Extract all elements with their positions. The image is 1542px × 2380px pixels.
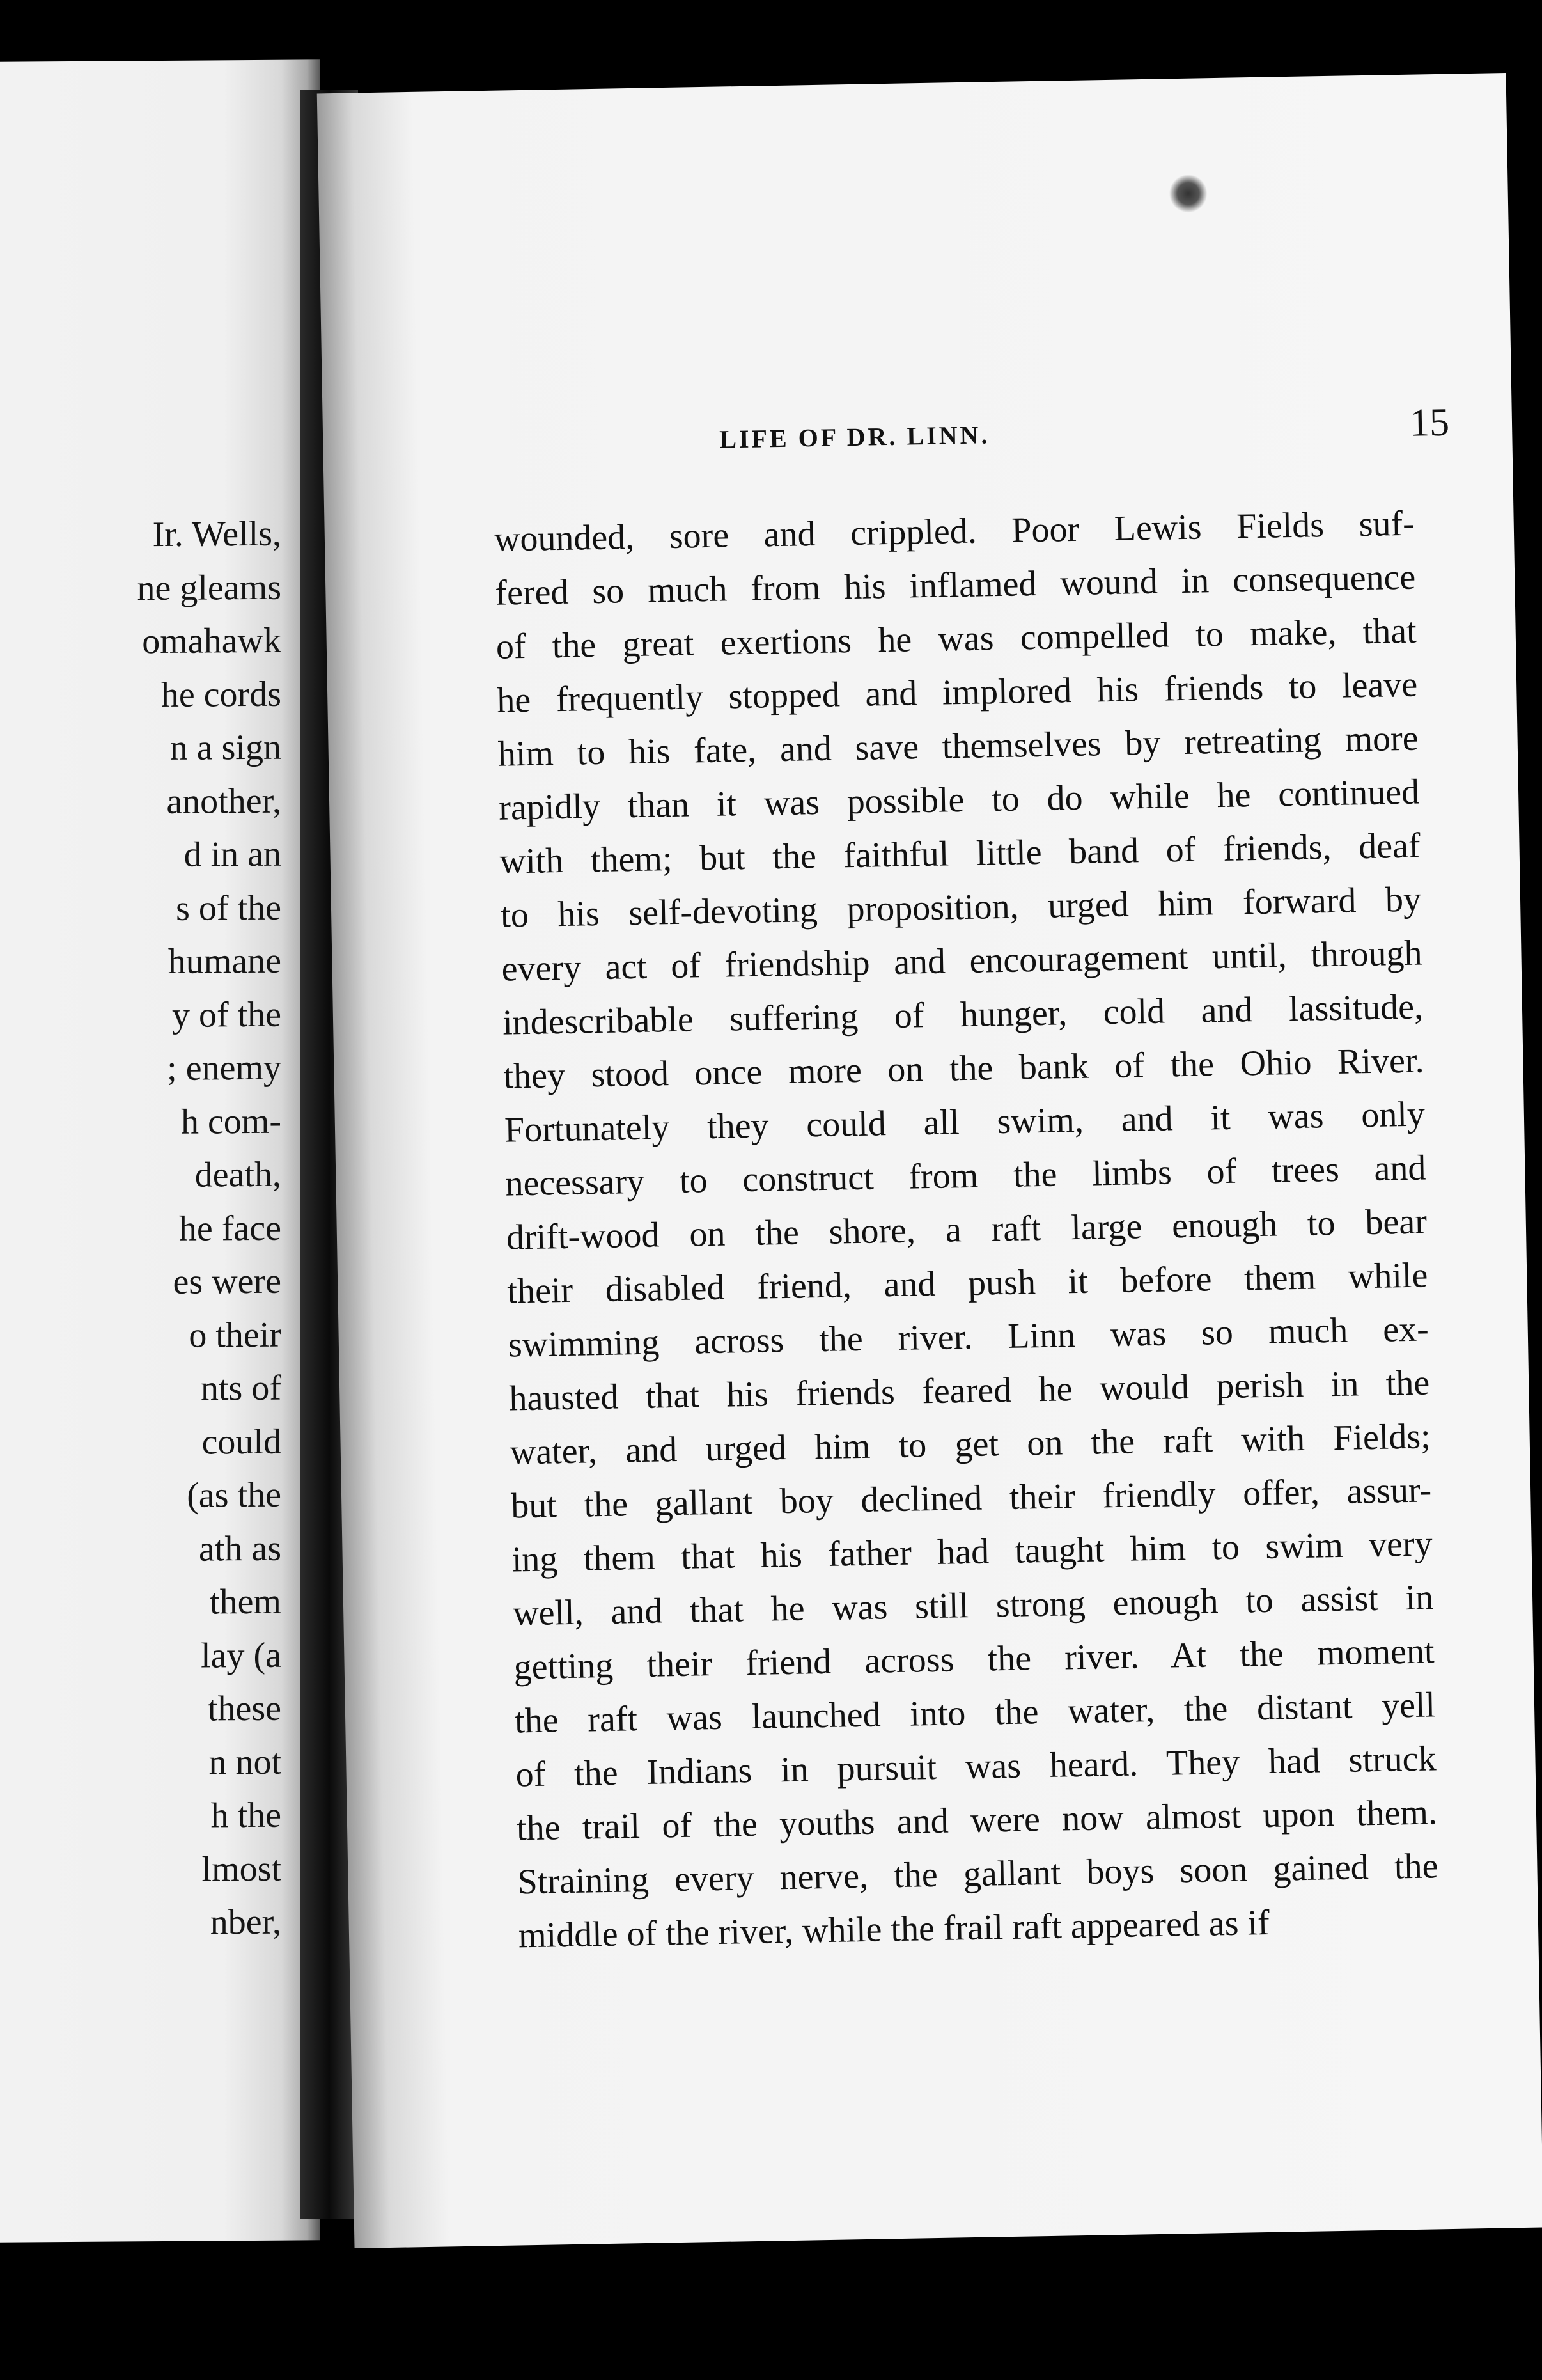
left-text-line: could (201, 1421, 281, 1462)
body-text-line: the raft was launched into the water, the distant yell (514, 1685, 1436, 1741)
left-text-line: y of the (171, 994, 281, 1035)
body-text-line: to his self-devoting proposition, urged him forward by (500, 879, 1422, 936)
left-text-line: es were (173, 1261, 281, 1302)
body-text-line: with them; but the faithful little band of friends, deaf (499, 826, 1421, 882)
left-text-line: lmost (201, 1849, 281, 1890)
body-text-line: of the Indians in pursuit was heard. They had struck (515, 1739, 1437, 1795)
running-head-title: LIFE OF DR. LINN. (719, 420, 990, 454)
right-page (317, 73, 1542, 2248)
left-text-line: them (210, 1581, 281, 1622)
left-text-line: omahawk (142, 620, 281, 662)
left-text-line: n not (208, 1742, 281, 1782)
left-text-line: d in an (183, 834, 281, 875)
body-text-line: Fortunately they could all swim, and it was only (504, 1094, 1426, 1150)
left-text-line: s of the (176, 888, 281, 928)
left-text-line: h the (210, 1795, 281, 1836)
left-page (0, 59, 320, 2242)
left-text-line: ; enemy (167, 1047, 281, 1088)
body-text-line: necessary to construct from the limbs of trees and (504, 1148, 1426, 1204)
left-text-line: humane (167, 941, 281, 982)
body-text (494, 497, 1439, 1963)
body-text-line: middle of the river, while the frail raft appeared as if (518, 1902, 1270, 1956)
left-text-line: nts of (201, 1368, 281, 1409)
left-text-line: nber, (210, 1902, 281, 1943)
left-text-line: he cords (160, 674, 281, 715)
left-text-line: he face (178, 1208, 281, 1249)
body-text-line: drift-wood on the shore, a raft large enough to bear (506, 1202, 1428, 1258)
body-text-line: but the gallant boy declined their friendly offer, assur- (510, 1470, 1432, 1526)
body-text-line: they stood once more on the bank of the Ohio River. (503, 1040, 1424, 1097)
body-text-line: rapidly than it was possible to do while he continued (498, 772, 1420, 828)
left-text-line: ne gleams (137, 567, 281, 608)
left-text-line: h com- (180, 1101, 281, 1142)
body-text-line: fered so much from his inflamed wound in consequence (494, 557, 1416, 613)
body-text-line: wounded, sore and crippled. Poor Lewis Fields suf- (494, 503, 1415, 560)
body-text-line: their disabled friend, and push it before them while (506, 1255, 1428, 1311)
body-text-line: ing them that his father had taught him to swim very (511, 1524, 1433, 1580)
body-text-line: indescribable suffering of hunger, cold and lassitude, (502, 987, 1424, 1043)
left-text-line: death, (194, 1154, 281, 1195)
left-text-line: Ir. Wells, (152, 513, 281, 555)
body-text-line: every act of friendship and encouragement until, through (501, 933, 1422, 989)
body-text-line: he frequently stopped and implored his friends to leave (496, 664, 1418, 721)
body-text-line: hausted that his friends feared he would perish in the (508, 1363, 1430, 1419)
body-text-line: of the great exertions he was compelled to make, that (495, 611, 1417, 667)
left-text-line: these (207, 1688, 281, 1729)
left-text-line: (as the (187, 1475, 281, 1515)
body-text-line: the trail of the youths and were now almost upon them. (516, 1792, 1438, 1849)
page-number: 15 (1409, 400, 1450, 445)
body-text-line: getting their friend across the river. At the moment (513, 1631, 1435, 1687)
body-text-line: Straining every nerve, the gallant boys soon gained the (517, 1846, 1438, 1902)
left-text-line: n a sign (169, 727, 281, 768)
left-text-line: another, (166, 781, 281, 822)
body-text-line: swimming across the river. Linn was so much ex- (508, 1309, 1429, 1365)
body-text-line: well, and that he was still strong enough to assist in (512, 1578, 1434, 1634)
left-text-line: lay (a (201, 1635, 281, 1676)
page-blemish (1169, 174, 1208, 213)
left-page-text (26, 508, 281, 1951)
body-text-line: water, and urged him to get on the raft with Fields; (510, 1416, 1431, 1473)
left-text-line: o their (189, 1315, 281, 1356)
left-text-line: ath as (198, 1528, 281, 1569)
body-text-line: him to his fate, and save themselves by retreating more (497, 718, 1419, 774)
running-head (719, 400, 1487, 471)
